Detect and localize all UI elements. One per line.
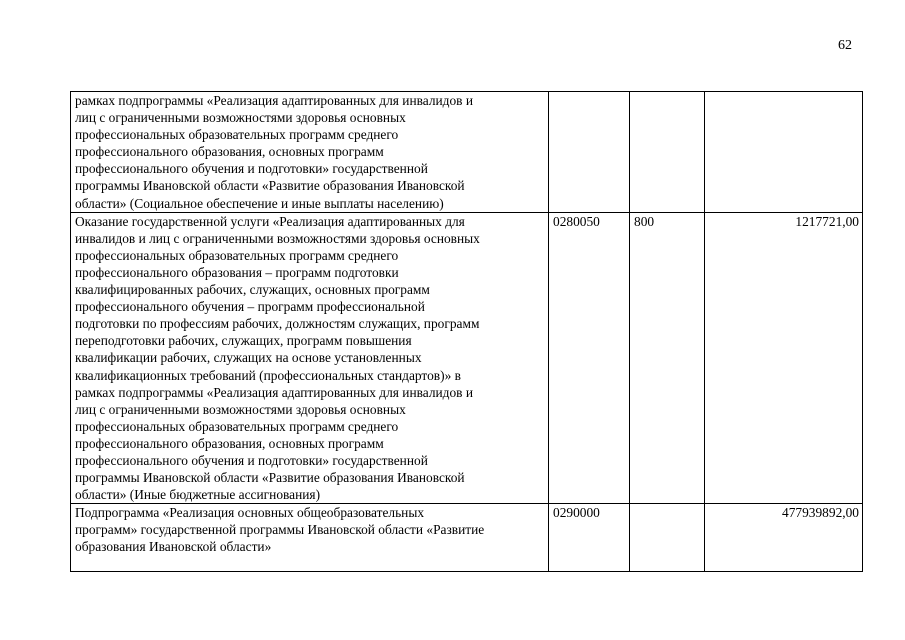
description-line: программы Ивановской области «Развитие образования Ивановской <box>75 178 465 194</box>
description-line: профессионального образования, основных программ <box>75 144 384 160</box>
description-line: программ» государственной программы Ивановской области «Развитие <box>75 522 485 538</box>
target-article-code <box>549 92 630 213</box>
expense-type-code: 800 <box>630 212 705 504</box>
description-line: профессиональных образовательных программ среднего <box>75 418 399 434</box>
row-description <box>71 92 549 213</box>
description-line: образования Ивановской области» <box>75 539 272 555</box>
description-line: лиц с ограниченными возможностями здоровья основных <box>75 401 406 417</box>
description-line: области» (Социальное обеспечение и иные выплаты населению) <box>75 195 444 211</box>
amount-value: 477939892,00 <box>705 504 863 572</box>
description-line: Оказание государственной услуги «Реализация адаптированных для <box>75 213 465 229</box>
amount-value <box>705 92 863 213</box>
table-row <box>71 92 863 213</box>
description-line: профессионального образования – программ подготовки <box>75 264 399 280</box>
description-line: рамках подпрограммы «Реализация адаптированных для инвалидов и <box>75 384 474 400</box>
description-line: профессиональных образовательных программ среднего <box>75 127 399 143</box>
description-line: переподготовки рабочих, служащих, программ повышения <box>75 333 412 349</box>
target-article-code: 0290000 <box>549 504 630 572</box>
table-row <box>71 504 863 572</box>
description-line: квалифицированных рабочих, служащих, основных программ <box>75 282 430 298</box>
row-description <box>71 212 549 504</box>
page-number: 62 <box>838 38 852 53</box>
expense-type-code <box>630 504 705 572</box>
description-line: квалификации рабочих, служащих на основе установленных <box>75 350 422 366</box>
description-line: рамках подпрограммы «Реализация адаптированных для инвалидов и <box>75 93 474 108</box>
description-line: профессионального образования, основных программ <box>75 435 384 451</box>
budget-table <box>70 91 863 572</box>
description-line: программы Ивановской области «Развитие образования Ивановской <box>75 470 465 486</box>
description-line: профессионального обучения – программ профессиональной <box>75 299 425 315</box>
row-description <box>71 504 549 572</box>
description-line: квалификационных требований (профессиональных стандартов)» в <box>75 367 461 383</box>
description-line: области» (Иные бюджетные ассигнования) <box>75 487 321 503</box>
expense-type-code <box>630 92 705 213</box>
description-line: Подпрограмма «Реализация основных общеобразовательных <box>75 505 425 521</box>
target-article-code: 0280050 <box>549 212 630 504</box>
description-line: лиц с ограниченными возможностями здоровья основных <box>75 110 406 126</box>
table-row <box>71 212 863 504</box>
description-line: инвалидов и лиц с ограниченными возможностями здоровья основных <box>75 230 480 246</box>
description-line: профессиональных образовательных программ среднего <box>75 247 399 263</box>
description-line: подготовки по профессиям рабочих, должностям служащих, программ <box>75 316 480 332</box>
description-line: профессионального обучения и подготовки» государственной <box>75 161 428 177</box>
amount-value: 1217721,00 <box>705 212 863 504</box>
description-line: профессионального обучения и подготовки» государственной <box>75 452 428 468</box>
